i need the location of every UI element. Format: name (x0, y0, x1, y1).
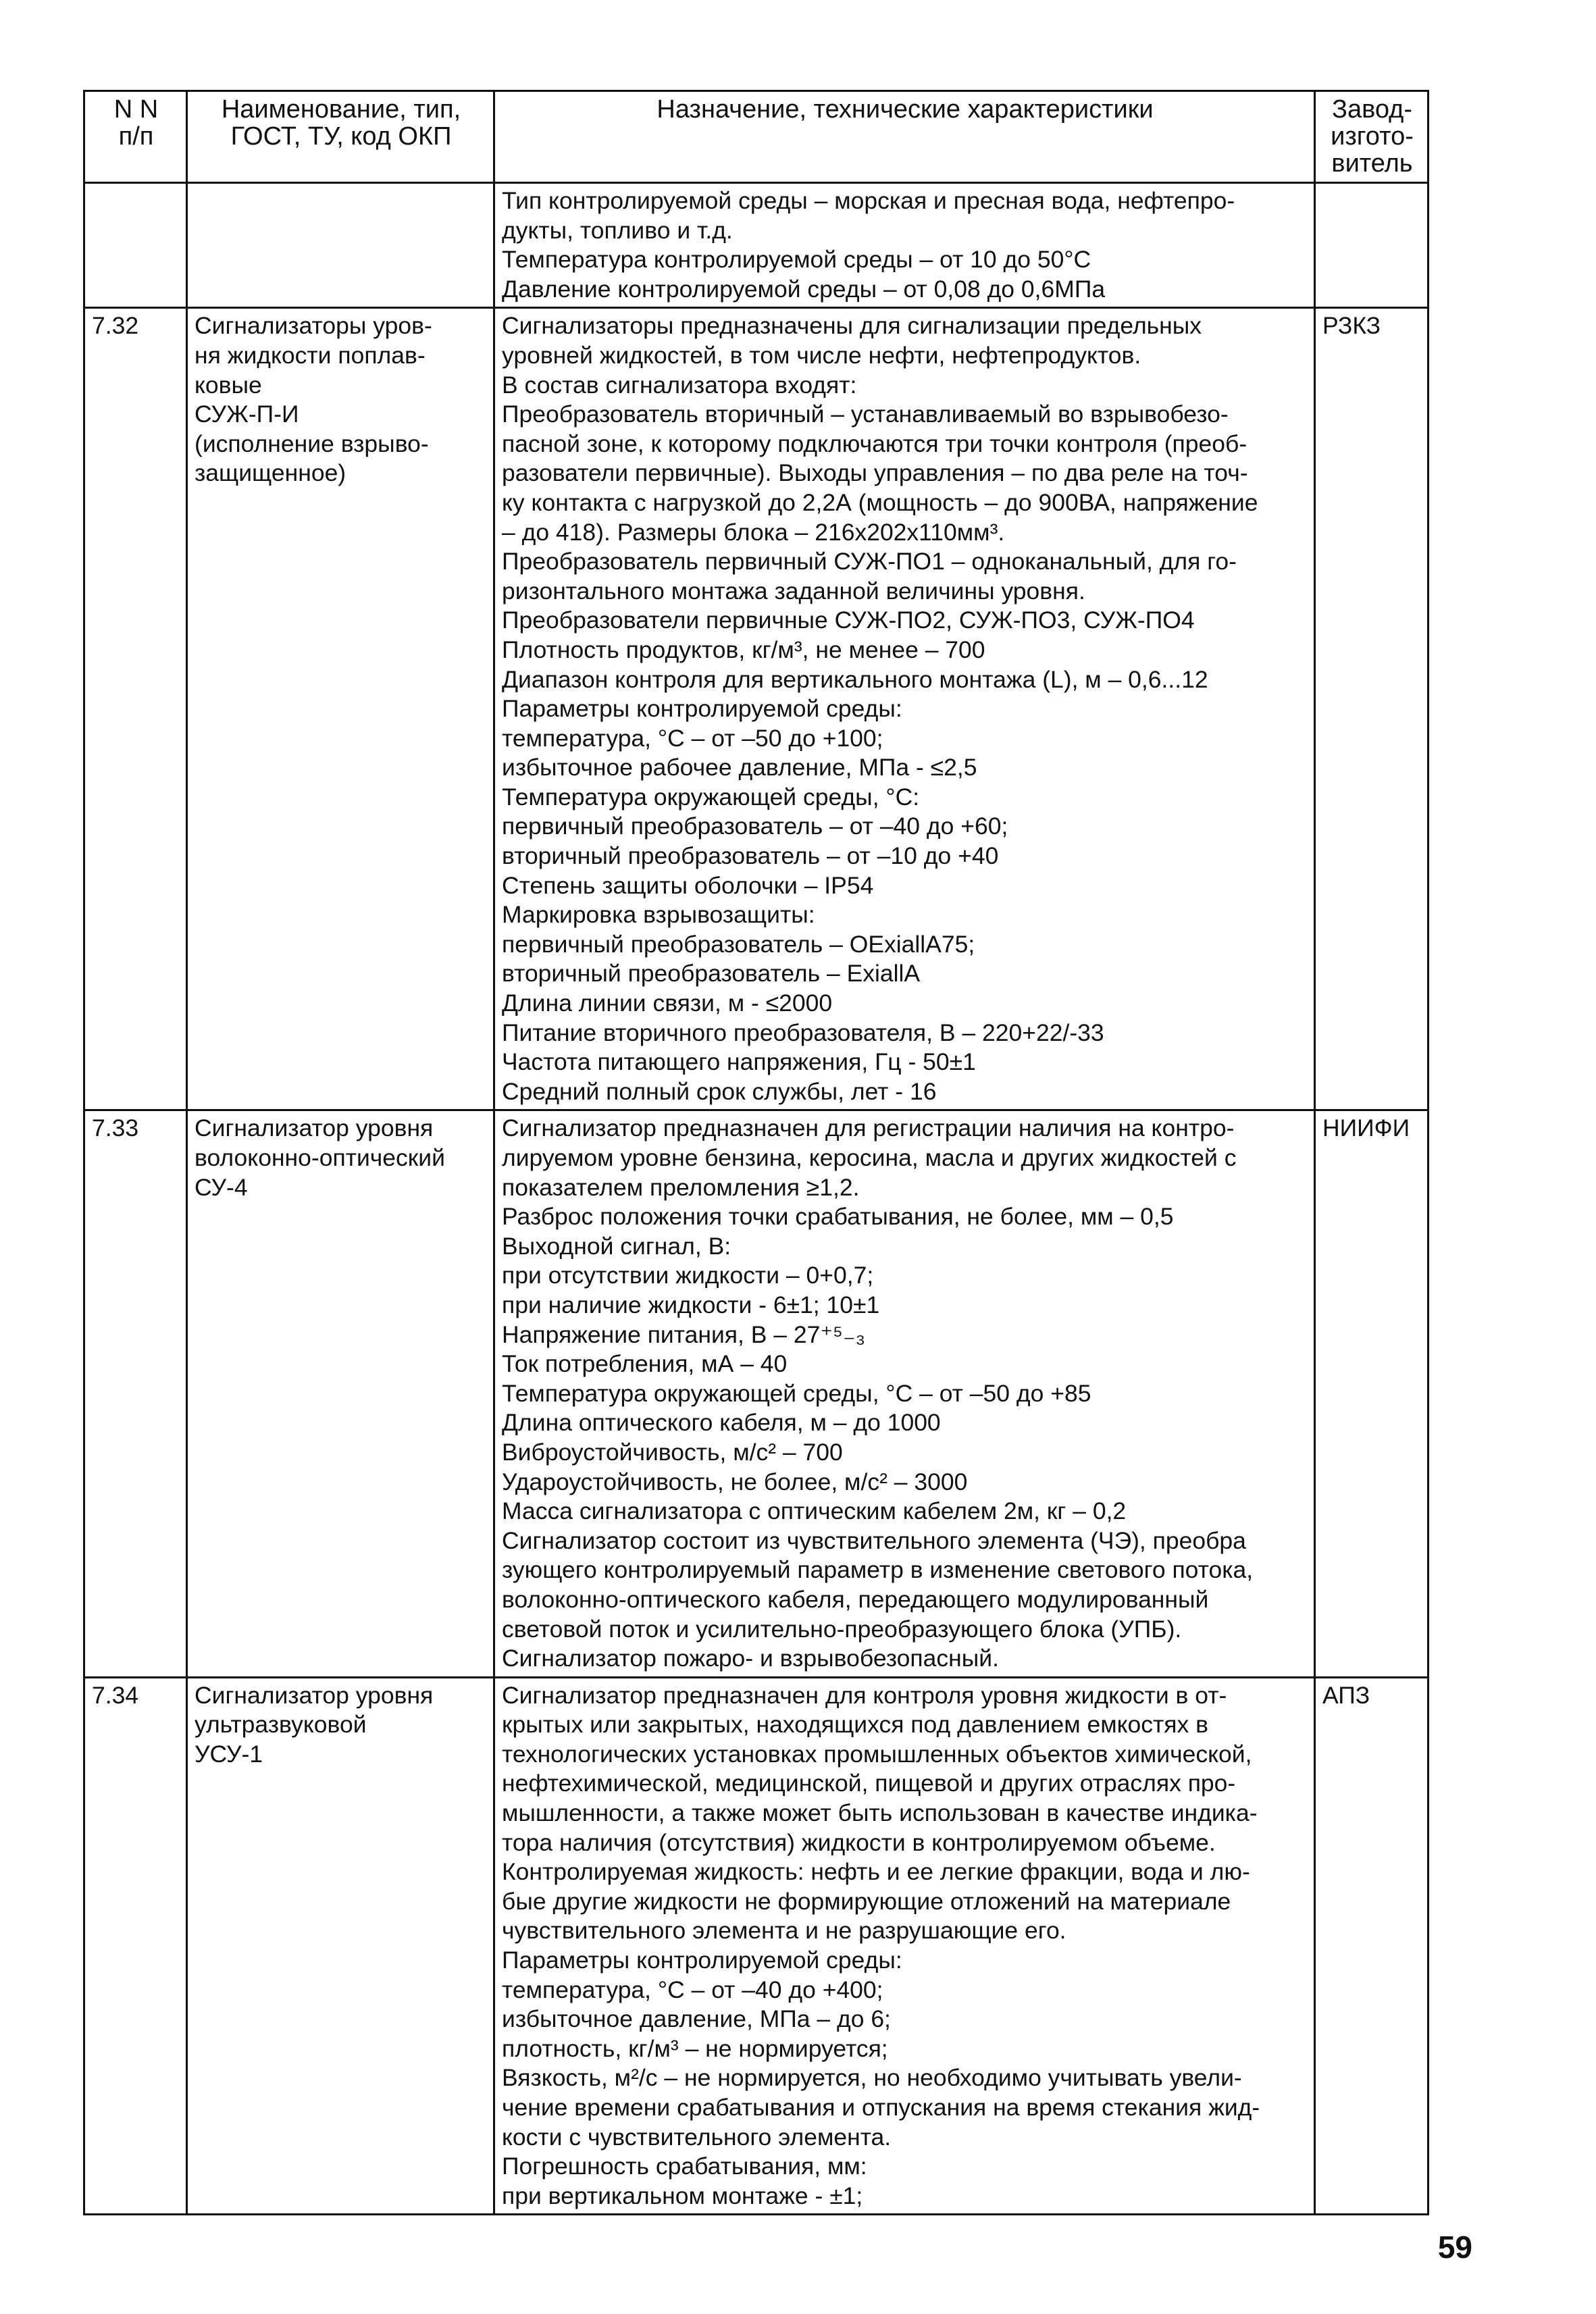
cell-num: 7.34 (84, 1677, 187, 2215)
desc-line: Виброустойчивость, м/с² – 700 (502, 1438, 843, 1466)
cell-name (187, 183, 494, 308)
desc-line: Температура окружающей среды, °С – от –50 до +85 (502, 1379, 1091, 1407)
desc-line: Параметры контролируемой среды: (502, 695, 902, 723)
header-desc: Назначение, технические характеристики (494, 91, 1315, 183)
name-line: ковые (195, 371, 262, 398)
name-line: волоконно-оптический (195, 1144, 445, 1171)
desc-line: Температура контролируемой среды – от 10 до 50°С (502, 246, 1091, 274)
desc-line: Сигнализатор предназначен для контроля уровня жидкости в от- (502, 1681, 1227, 1709)
desc-line: при отсутствии жидкости – 0+0,7; (502, 1262, 874, 1289)
desc-line: крытых или закрытых, находящихся под давлением емкостях в (502, 1711, 1209, 1739)
name-line: Сигнализатор уровня (195, 1114, 434, 1142)
desc-line: ризонтального монтажа заданной величины уровня. (502, 577, 1085, 605)
cell-num: 7.32 (84, 308, 187, 1110)
cell-desc (494, 1110, 1315, 1677)
cell-name (187, 1677, 494, 2215)
desc-line: Напряжение питания, В – 27⁺⁵₋₃ (502, 1320, 866, 1348)
cell-maker (1315, 183, 1428, 308)
desc-line: избыточное рабочее давление, МПа - ≤2,5 (502, 754, 977, 781)
page-number: 59 (1437, 2230, 1472, 2265)
desc-line: кости с чувствительного элемента. (502, 2123, 892, 2151)
desc-line: чение времени срабатывания и отпускания на время стекания жид- (502, 2094, 1260, 2121)
name-line: ня жидкости поплав- (195, 341, 426, 369)
desc-line: Тип контролируемой среды – морская и пресная вода, нефтепро- (502, 187, 1235, 214)
desc-line: Питание вторичного преобразователя, В – 220+22/-33 (502, 1019, 1104, 1046)
desc-line: первичный преобразователь – OExiallA75; (502, 930, 975, 958)
desc-line: Преобразователь вторичный – устанавливаемый во взрывобезо- (502, 401, 1229, 428)
desc-line: нефтехимической, медицинской, пищевой и других отраслях про- (502, 1770, 1236, 1797)
name-line: ультразвуковой (195, 1711, 367, 1739)
cell-desc (494, 1677, 1315, 2215)
desc-line: Плотность продуктов, кг/м³, не менее – 700 (502, 636, 985, 663)
desc-line: В состав сигнализатора входят: (502, 371, 857, 398)
cell-maker: НИИФИ (1315, 1110, 1428, 1677)
desc-line: мышленности, а также может быть использован в качестве индика- (502, 1799, 1258, 1827)
desc-line: Маркировка взрывозащиты: (502, 901, 815, 929)
desc-line: показателем преломления ≥1,2. (502, 1173, 860, 1201)
name-line: Сигнализатор уровня (195, 1681, 434, 1709)
desc-line: чувствительного элемента и не разрушающие его. (502, 1917, 1066, 1945)
spec-table (83, 90, 1429, 2215)
desc-line: – до 418). Размеры блока – 216х202х110мм³. (502, 518, 1005, 546)
desc-line: лируемом уровне бензина, керосина, масла и других жидкостей с (502, 1144, 1237, 1171)
desc-line: Сигнализатор состоит из чувствительного элемента (ЧЭ), преобра (502, 1526, 1246, 1554)
desc-line: Ток потребления, мА – 40 (502, 1350, 788, 1378)
desc-line: при наличие жидкости - 6±1; 10±1 (502, 1291, 880, 1318)
cell-name (187, 1110, 494, 1677)
desc-line: Диапазон контроля для вертикального монтажа (L), м – 0,6...12 (502, 665, 1208, 693)
desc-line: плотность, кг/м³ – не нормируется; (502, 2034, 888, 2062)
name-line: СУЖ-П-И (195, 401, 299, 428)
name-line: Сигнализаторы уров- (195, 312, 432, 340)
desc-line: Сигнализатор пожаро- и взрывобезопасный. (502, 1645, 999, 1672)
desc-line: Температура окружающей среды, °С: (502, 783, 920, 811)
desc-line: ку контакта с нагрузкой до 2,2А (мощность – до 900ВА, напряжение (502, 488, 1258, 516)
header-name: Наименование, тип, ГОСТ, ТУ, код ОКП (187, 91, 494, 183)
desc-line: пасной зоне, к которому подключаются три точки контроля (преоб- (502, 430, 1247, 457)
name-line: СУ-4 (195, 1173, 248, 1201)
table-row-7-33 (84, 1110, 1428, 1677)
desc-line: бые другие жидкости не формирующие отложений на материале (502, 1887, 1231, 1915)
desc-line: тора наличия (отсутствия) жидкости в контролируемом объеме. (502, 1828, 1216, 1856)
name-line: (исполнение взрыво- (195, 430, 429, 457)
desc-line: Частота питающего напряжения, Гц - 50±1 (502, 1048, 976, 1076)
desc-line: Погрешность срабатывания, мм: (502, 2153, 867, 2180)
desc-line: температура, °С – от –50 до +100; (502, 724, 883, 752)
name-line: УСУ-1 (195, 1740, 263, 1768)
desc-line: Давление контролируемой среды – от 0,08 до 0,6МПа (502, 275, 1106, 303)
desc-line: дукты, топливо и т.д. (502, 216, 733, 244)
desc-line: уровней жидкостей, в том числе нефти, нефтепродуктов. (502, 341, 1141, 369)
desc-line: Длина линии связи, м - ≤2000 (502, 989, 833, 1017)
desc-line: Масса сигнализатора с оптическим кабелем 2м, кг – 0,2 (502, 1497, 1127, 1525)
header-maker: Завод- изгото- витель (1315, 91, 1428, 183)
header-num: N N п/п (84, 91, 187, 183)
cell-num (84, 183, 187, 308)
desc-line: зующего контролируемый параметр в изменение светового потока, (502, 1556, 1254, 1584)
desc-line: первичный преобразователь – от –40 до +60; (502, 813, 1008, 840)
desc-line: избыточное давление, МПа – до 6; (502, 2005, 891, 2033)
desc-line: Сигнализаторы предназначены для сигнализации предельных (502, 312, 1202, 340)
desc-line: температура, °С – от –40 до +400; (502, 1976, 883, 2003)
cell-maker: РЗКЗ (1315, 308, 1428, 1110)
desc-line: Контролируемая жидкость: нефть и ее легкие фракции, вода и лю- (502, 1858, 1250, 1886)
table-row-continuation (84, 183, 1428, 308)
desc-line: Длина оптического кабеля, м – до 1000 (502, 1409, 941, 1437)
desc-line: технологических установках промышленных объектов химической, (502, 1740, 1252, 1768)
desc-line: волоконно-оптического кабеля, передающего модулированный (502, 1585, 1209, 1613)
table-row-7-32 (84, 308, 1428, 1110)
table-row-7-34 (84, 1677, 1428, 2215)
cell-maker: АПЗ (1315, 1677, 1428, 2215)
cell-name (187, 308, 494, 1110)
table-header-row (84, 91, 1428, 183)
desc-line: Степень защиты оболочки – IP54 (502, 871, 874, 899)
desc-line: Разброс положения точки срабатывания, не более, мм – 0,5 (502, 1203, 1174, 1231)
cell-desc (494, 308, 1315, 1110)
desc-line: Сигнализатор предназначен для регистрации наличия на контро- (502, 1114, 1235, 1142)
desc-line: при вертикальном монтаже - ±1; (502, 2182, 863, 2209)
desc-line: вторичный преобразователь – ExiallA (502, 960, 921, 987)
desc-line: Параметры контролируемой среды: (502, 1947, 902, 1974)
cell-num: 7.33 (84, 1110, 187, 1677)
desc-line: Удароустойчивость, не более, м/с² – 3000 (502, 1468, 968, 1495)
desc-line: разователи первичные). Выходы управления – по два реле на точ- (502, 459, 1248, 487)
desc-line: Средний полный срок службы, лет - 16 (502, 1077, 937, 1105)
cell-desc (494, 183, 1315, 308)
desc-line: Преобразователи первичные СУЖ-ПО2, СУЖ-ПО3, СУЖ-ПО4 (502, 607, 1195, 634)
desc-line: Выходной сигнал, В: (502, 1232, 731, 1260)
name-line: защищенное) (195, 459, 346, 487)
desc-line: Вязкость, м²/с – не нормируется, но необходимо учитывать увели- (502, 2064, 1242, 2092)
desc-line: вторичный преобразователь – от –10 до +40 (502, 842, 999, 870)
desc-line: Преобразователь первичный СУЖ-ПО1 – одноканальный, для го- (502, 548, 1237, 575)
desc-line: световой поток и усилительно-преобразующего блока (УПБ). (502, 1615, 1182, 1643)
